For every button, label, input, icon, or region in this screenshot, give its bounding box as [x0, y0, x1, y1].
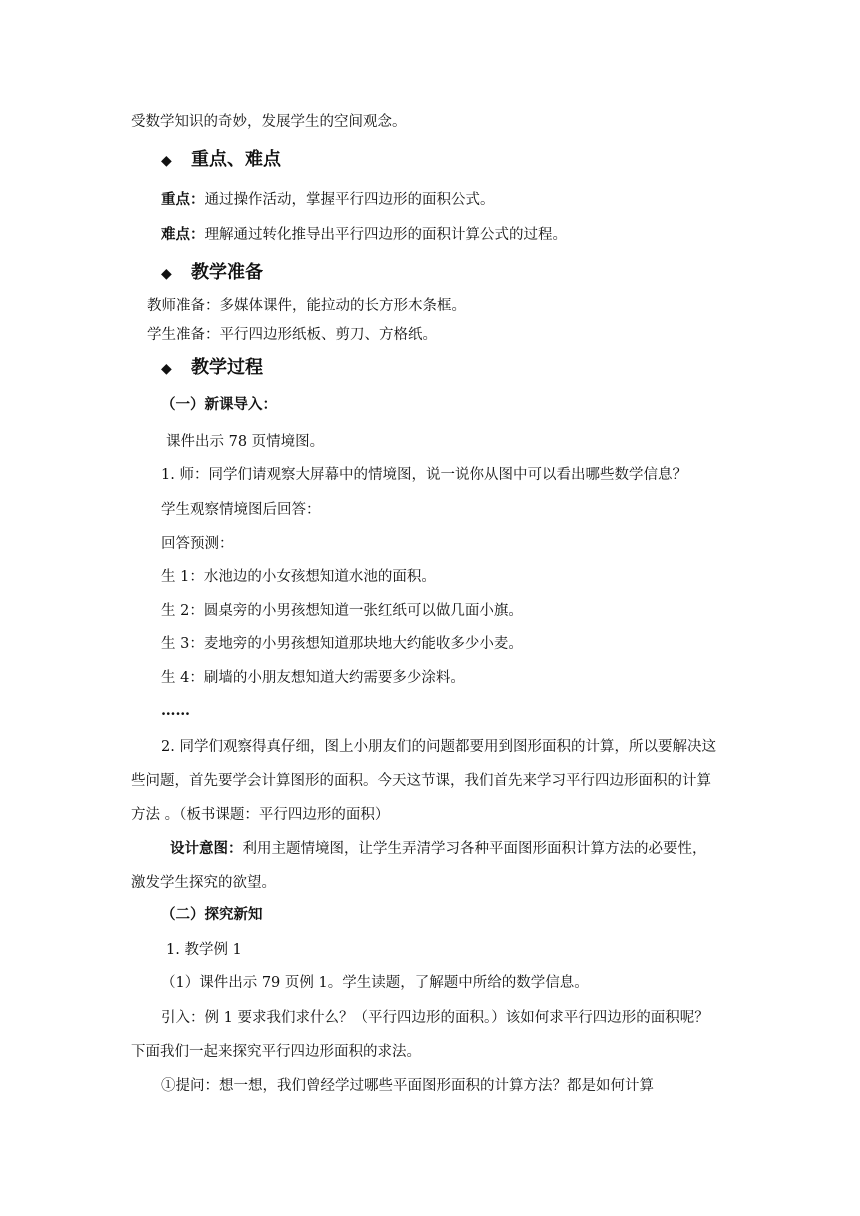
section-title: 重点、难点: [191, 149, 281, 170]
diamond-bullet-icon: ◆: [161, 361, 172, 377]
section-title: 教学准备: [191, 262, 263, 283]
design-label: 设计意图：: [170, 840, 243, 857]
design-intent-line: [170, 839, 707, 859]
section-heading-process: [161, 356, 263, 381]
difficulty-text: 理解通过转化推导出平行四边形的面积计算公式的过程。: [204, 227, 567, 243]
paragraph: （1）课件出示 79 页例 1。学生读题，了解题中所给的数学信息。: [161, 975, 589, 991]
part1-title: （一）新课导入：: [161, 396, 277, 413]
paragraph: ①提问：想一想，我们曾经学过哪些平面图形面积的计算方法？都是如何计算: [161, 1078, 654, 1094]
design-text: 利用主题情境图，让学生弄清学习各种平面图形面积计算方法的必要性，: [242, 841, 707, 857]
paragraph: 引入：例 1 要求我们求什么？（平行四边形的面积。）该如何求平行四边形的面积呢？: [161, 1010, 709, 1026]
focus-label: 重点：: [161, 191, 205, 208]
diamond-bullet-icon: ◆: [161, 266, 172, 282]
part2-title: （二）探究新知: [161, 906, 263, 923]
diamond-bullet-icon: ◆: [161, 153, 172, 169]
paragraph: 些问题，首先要学会计算图形的面积。今天这节课，我们首先来学习平行四边形面积的计算: [131, 773, 711, 789]
student-answer: 生 3：麦地旁的小男孩想知道那块地大约能收多少小麦。: [161, 636, 523, 652]
paragraph: 方法 。（板书课题：平行四边形的面积）: [131, 807, 390, 823]
student-answer: 生 4：刷墙的小朋友想知道大约需要多少涂料。: [161, 670, 465, 686]
student-answer: 生 1：水池边的小女孩想知道水池的面积。: [161, 569, 436, 585]
paragraph: 2. 同学们观察得真仔细，图上小朋友们的问题都要用到图形面积的计算，所以要解决这: [161, 739, 716, 755]
section-title: 教学过程: [191, 357, 263, 378]
paragraph: 回答预测：: [161, 536, 234, 552]
paragraph: 学生观察情境图后回答：: [161, 502, 321, 518]
paragraph: 1. 教学例 1: [166, 942, 242, 958]
difficulty-label: 难点：: [161, 226, 205, 243]
focus-line: [161, 190, 495, 210]
section-heading-key-points: [161, 148, 281, 173]
design-intent-line-2: 激发学生探究的欲望。: [131, 875, 276, 891]
teacher-preparation: 教师准备：多媒体课件，能拉动的长方形木条框。: [147, 298, 466, 314]
paragraph: 下面我们一起来探究平行四边形面积的求法。: [131, 1044, 421, 1060]
intro-continuation: 受数学知识的奇妙，发展学生的空间观念。: [131, 114, 407, 130]
student-preparation: 学生准备：平行四边形纸板、剪刀、方格纸。: [147, 327, 437, 343]
paragraph: 1. 师：同学们请观察大屏幕中的情境图，说一说你从图中可以看出哪些数学信息？: [161, 467, 687, 483]
student-answer: 生 2：圆桌旁的小男孩想知道一张红纸可以做几面小旗。: [161, 603, 523, 619]
paragraph: 课件出示 78 页情境图。: [166, 434, 325, 450]
section-heading-preparation: [161, 261, 263, 286]
ellipsis: ……: [161, 702, 190, 719]
focus-text: 通过操作活动，掌握平行四边形的面积公式。: [204, 192, 495, 208]
difficulty-line: [161, 225, 567, 245]
